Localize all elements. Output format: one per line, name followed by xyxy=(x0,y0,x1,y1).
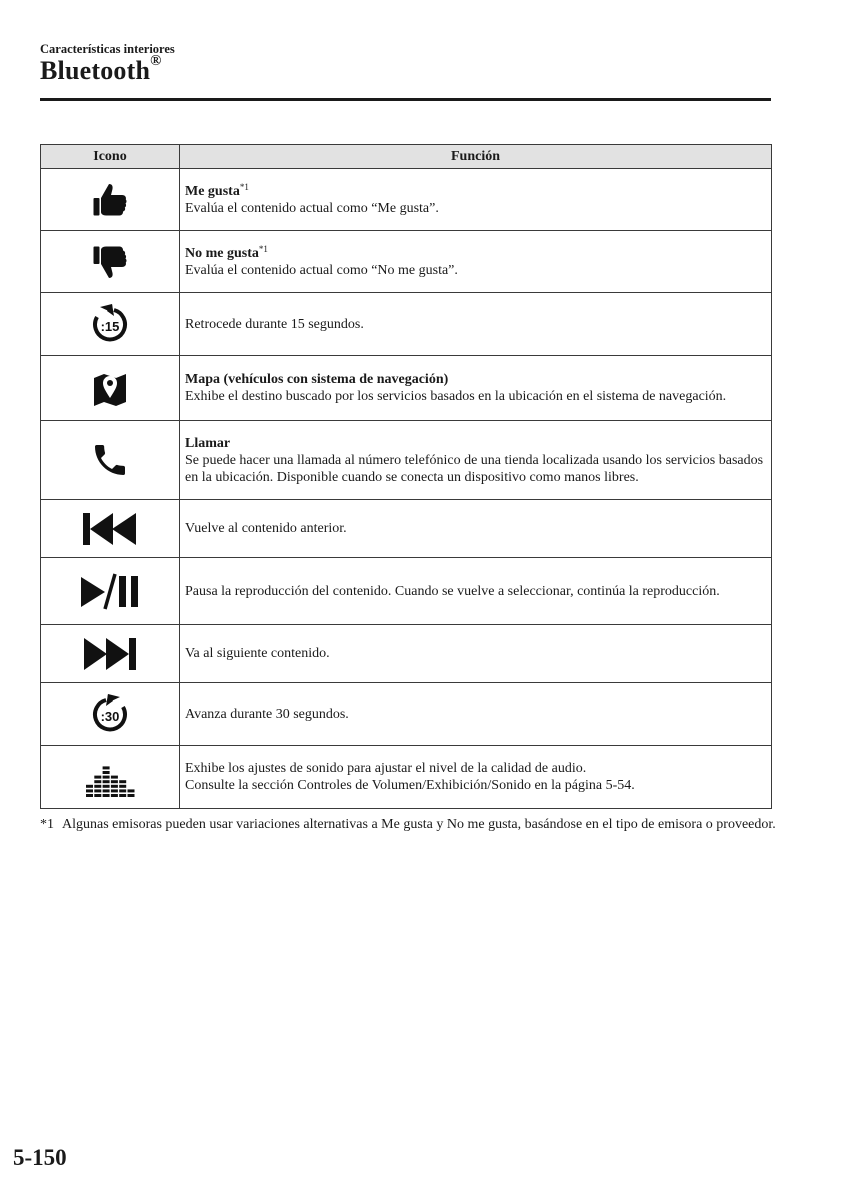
function-cell xyxy=(180,231,772,293)
function-desc: Evalúa el contenido actual como “No me gusta”. xyxy=(185,262,458,278)
table-row xyxy=(41,500,772,558)
footnote xyxy=(40,816,780,833)
function-cell xyxy=(180,169,772,231)
icon-cell xyxy=(41,169,180,231)
function-desc: Va al siguiente contenido. xyxy=(185,646,330,661)
rewind-15-icon xyxy=(90,304,130,344)
phone-icon xyxy=(90,440,130,480)
function-desc: Vuelve al contenido anterior. xyxy=(185,521,347,536)
registered-mark: ® xyxy=(150,53,162,69)
function-cell xyxy=(180,356,772,421)
table-row xyxy=(41,231,772,293)
footnote-mark: *1 xyxy=(40,817,54,832)
next-track-icon xyxy=(82,636,138,672)
icon-cell xyxy=(41,293,180,356)
thumbs-down-icon xyxy=(90,242,130,282)
function-cell xyxy=(180,746,772,809)
page-number: 5-150 xyxy=(13,1145,67,1170)
icon-cell xyxy=(41,356,180,421)
icon-label: :15 xyxy=(100,319,120,334)
function-cell xyxy=(180,500,772,558)
function-name: Llamar xyxy=(185,435,231,451)
map-pin-icon xyxy=(90,368,130,408)
function-table xyxy=(40,144,772,809)
function-cell xyxy=(180,625,772,683)
function-desc: Pausa la reproducción del contenido. Cuando se vuelve a seleccionar, continúa la reproducción. xyxy=(185,583,720,599)
function-cell xyxy=(180,558,772,625)
table-row xyxy=(41,293,772,356)
header-function: Función xyxy=(180,145,772,169)
function-name: Me gusta xyxy=(185,183,240,199)
table-row xyxy=(41,169,772,231)
previous-track-icon xyxy=(81,511,139,547)
thumbs-up-icon xyxy=(90,180,130,220)
table-row xyxy=(41,421,772,500)
table-header-row xyxy=(41,145,772,169)
title-text: Bluetooth xyxy=(40,56,151,85)
section-label: Características interiores xyxy=(40,42,175,56)
function-cell xyxy=(180,293,772,356)
icon-cell xyxy=(41,746,180,809)
footnote-ref: *1 xyxy=(258,243,268,254)
function-desc: Evalúa el contenido actual como “Me gusta”. xyxy=(185,200,439,216)
table-row xyxy=(41,746,772,809)
title-rule xyxy=(40,98,771,101)
table-row xyxy=(41,356,772,421)
icon-cell xyxy=(41,500,180,558)
play-pause-icon xyxy=(79,571,141,611)
function-name: No me gusta xyxy=(185,245,259,261)
function-desc: Se puede hacer una llamada al número telefónico de una tienda localizada usando los servicios basados en la ubicación. Disponible cuando se conecta un dispositivo como manos libres. xyxy=(185,452,764,485)
function-desc: Exhibe los ajustes de sonido para ajustar el nivel de la calidad de audio. xyxy=(185,761,587,776)
table-row xyxy=(41,558,772,625)
function-desc: Exhibe el destino buscado por los servicios basados en la ubicación en el sistema de navegación. xyxy=(185,389,727,404)
equalizer-icon xyxy=(85,755,135,799)
function-cell xyxy=(180,421,772,500)
footnote-text: Algunas emisoras pueden usar variaciones alternativas a Me gusta y No me gusta, basándose en el tipo de emisora o proveedor. xyxy=(62,817,776,832)
header-icon: Icono xyxy=(41,145,180,169)
icon-cell xyxy=(41,558,180,625)
icon-cell xyxy=(41,625,180,683)
icon-cell xyxy=(41,231,180,293)
table-row xyxy=(41,683,772,746)
icon-cell xyxy=(41,683,180,746)
function-cell xyxy=(180,683,772,746)
function-desc: Avanza durante 30 segundos. xyxy=(185,706,349,722)
page-title xyxy=(40,53,162,86)
table-row xyxy=(41,625,772,683)
icon-cell xyxy=(41,421,180,500)
icon-label: :30 xyxy=(100,709,120,724)
forward-30-icon xyxy=(90,694,130,734)
function-name: Mapa (vehículos con sistema de navegación) xyxy=(185,372,449,387)
function-desc: Retrocede durante 15 segundos. xyxy=(185,316,364,332)
function-desc-2: Consulte la sección Controles de Volumen/Exhibición/Sonido en la página 5-54. xyxy=(185,778,635,793)
footnote-ref: *1 xyxy=(239,181,249,192)
